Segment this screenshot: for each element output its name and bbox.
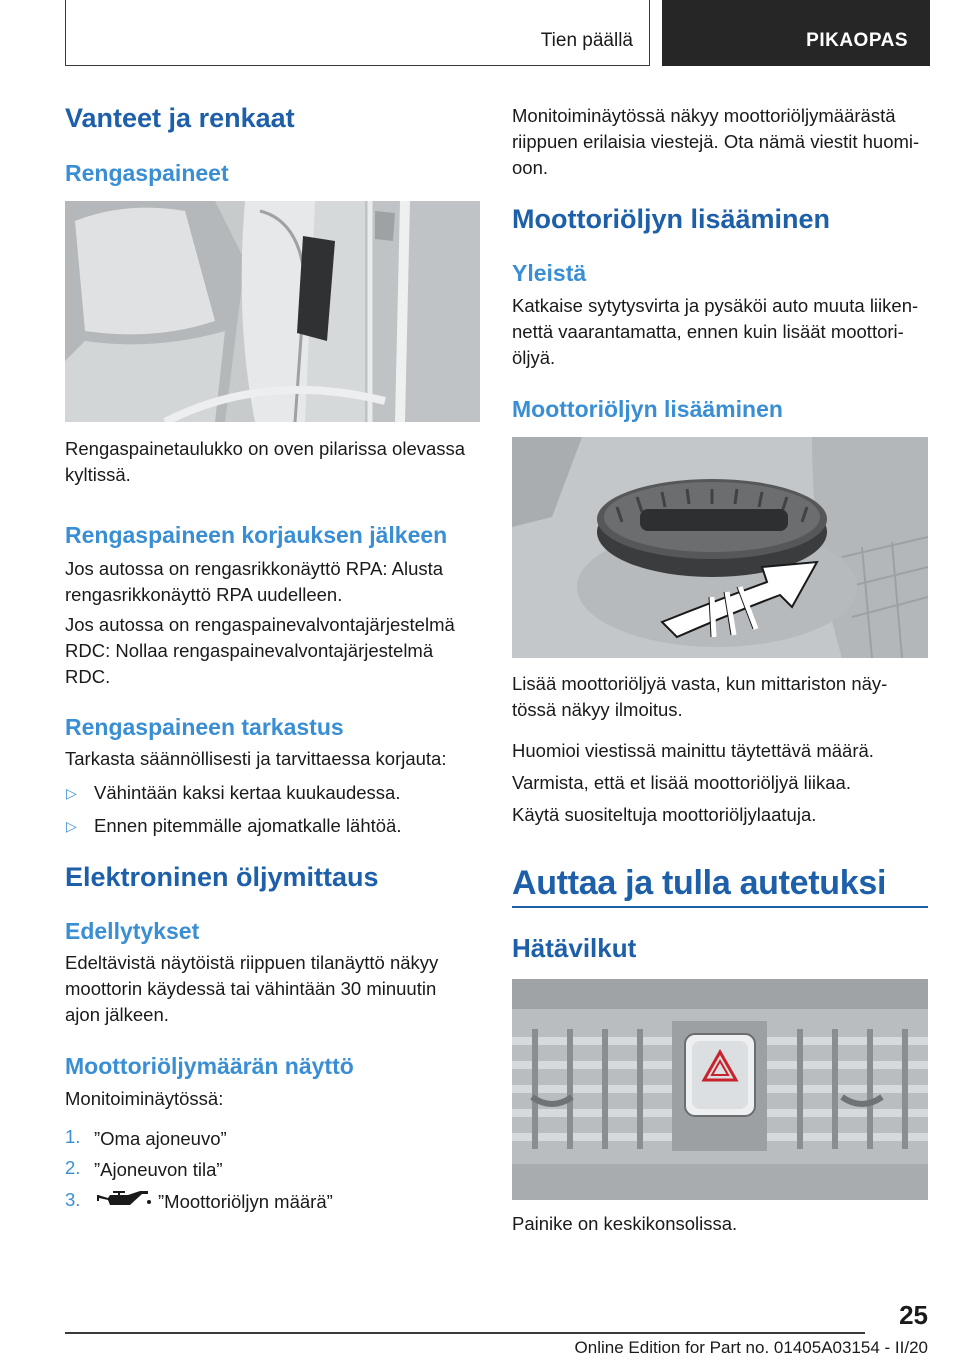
heading-wheels: Vanteet ja renkaat [65,103,295,133]
prerequisites-text: Edeltävistä näytöistä riippuen tilanäyttö näkyy moottorin käydessä tai vähintään 30 minuutin ajon jälkeen. [65,952,439,1025]
general-text: Katkaise sytytysvirta ja pysäköi auto muuta liiken- nettä vaarantamatta, ennen kuin lisäät moottori- öljyä. [512,295,919,368]
heading-help: Auttaa ja tulla autetuksi [512,864,887,902]
footer-rule [65,1332,865,1334]
heading-rule [512,906,928,908]
section-tab [65,0,650,66]
oil-display-text: Monitoiminäytössä: [65,1088,224,1109]
oil-can-icon [96,1189,152,1213]
heading-oil-display: Moottoriöljymäärän näyttö [65,1053,354,1079]
heading-hazard-lights: Hätävilkut [512,933,637,963]
heading-after-repair: Rengaspaineen korjauksen jälkeen [65,522,448,548]
add-oil-quality: Käytä suositeltuja moottoriöljylaatuja. [512,804,817,825]
chapter-badge [662,0,930,66]
bullet-item: Ennen pitemmälle ajomatkalle lähtöä. [94,815,402,836]
step-text: ”Oma ajoneuvo” [94,1128,227,1149]
add-oil-instruction: Lisää moottoriöljyä vasta, kun mittariston näy- tössä näkyy ilmoitus. [512,673,888,720]
rdc-text: Jos autossa on rengaspainevalvontajärjestelmä RDC: Nollaa rengaspainevalvontajärjestelmä RDC. [65,614,455,687]
page-header [65,0,930,66]
triangle-bullet-icon: ▷ [66,818,77,834]
step-number: 1. [65,1126,81,1147]
triangle-bullet-icon: ▷ [66,785,77,801]
hazard-button-image [512,979,928,1200]
heading-general: Yleistä [512,260,587,286]
step-number: 3. [65,1189,81,1210]
check-text: Tarkasta säännöllisesti ja tarvittaessa korjauta: [65,748,447,769]
oil-messages-text: Monitoiminäytössä näkyy moottoriöljymäärästä riippuen erilaisia viestejä. Ota nämä viestit huomi- oon. [512,105,920,178]
page-number: 25 [899,1300,928,1330]
oil-filler-cap-image [512,437,928,658]
section-title: Tien päällä [540,30,633,51]
heading-oil-measurement: Elektroninen öljymittaus [65,862,379,892]
chapter-title: PIKAOPAS [806,30,908,51]
tyre-table-text: Rengaspainetaulukko on oven pilarissa olevassa kyltissä. [65,438,466,485]
edition-text: Online Edition for Part no. 01405A03154 - II/20 [574,1338,928,1357]
bullet-item: Vähintään kaksi kertaa kuukaudessa. [94,782,401,803]
hazard-location-text: Painike on keskikonsolissa. [512,1213,738,1234]
rpa-text: Jos autossa on rengasrikkonäyttö RPA: Alusta rengasrikkonäyttö RPA uudelleen. [65,558,444,605]
heading-prerequisites: Edellytykset [65,918,200,944]
heading-oil-adding: Moottoriöljyn lisääminen [512,204,831,234]
step-text: ”Ajoneuvon tila” [94,1159,223,1180]
heading-oil-adding-sub: Moottoriöljyn lisääminen [512,396,783,422]
step-text: ”Moottoriöljyn määrä” [158,1191,333,1212]
heading-pressure-check: Rengaspaineen tarkastus [65,714,344,740]
add-oil-amount: Huomioi viestissä mainittu täytettävä määrä. [512,740,874,761]
add-oil-caution: Varmista, että et lisää moottoriöljyä liikaa. [512,772,851,793]
door-pillar-image [65,201,480,422]
step-number: 2. [65,1157,81,1178]
heading-tyre-pressure: Rengaspaineet [65,160,229,186]
